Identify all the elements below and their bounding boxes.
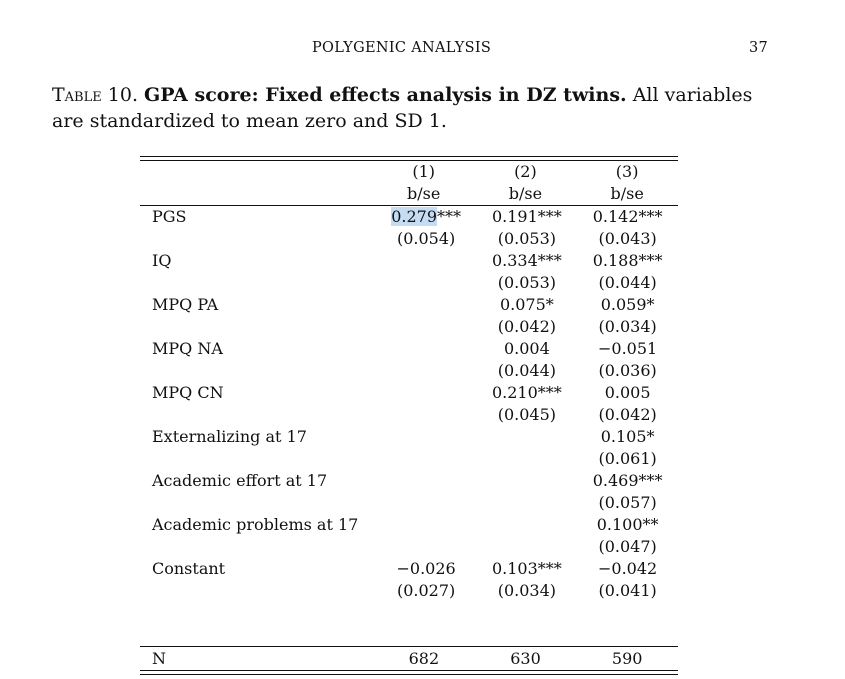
table-row	[140, 250, 678, 272]
coef-constant-col-1: −0.026	[396, 559, 456, 578]
se-mpq-cn-col-3: (0.042)	[598, 405, 657, 424]
n-col-1: 682	[408, 648, 440, 668]
coef-mpq-pa-col-1	[376, 294, 477, 316]
running-title: POLYGENIC ANALYSIS	[312, 40, 492, 56]
se-iq-col-2: (0.053)	[497, 273, 556, 292]
se-constant-col-2: (0.034)	[497, 581, 556, 600]
coef-externalizing-at-17-col-3: 0.105*	[600, 427, 655, 446]
se-mpq-cn-col-1	[376, 404, 477, 426]
se-externalizing-at-17-col-1	[376, 448, 477, 470]
se-pgs-col-3: (0.043)	[598, 229, 657, 248]
se-pgs-col-2: (0.053)	[497, 229, 556, 248]
col-3-number: (3)	[615, 162, 639, 181]
coef-mpq-na-col-1	[376, 338, 477, 360]
se-mpq-pa-col-3: (0.034)	[598, 317, 657, 336]
coef-mpq-na-col-2: 0.004	[503, 339, 550, 358]
se-mpq-cn-col-2: (0.045)	[497, 405, 556, 424]
coef-pgs-col-2: 0.191***	[491, 207, 562, 226]
spacer-row	[140, 602, 678, 624]
table-row	[140, 338, 678, 360]
bottom-rule-second	[140, 674, 678, 675]
col-2-stat: b/se	[508, 184, 543, 203]
coef-mpq-pa-col-3: 0.059*	[600, 295, 655, 314]
results-body	[140, 206, 678, 646]
table-row-se	[140, 272, 678, 294]
coef-externalizing-at-17-col-2	[476, 426, 577, 448]
coef-mpq-cn-col-2: 0.210***	[491, 383, 562, 402]
se-mpq-pa-col-2: (0.042)	[497, 317, 556, 336]
table-row	[140, 382, 678, 404]
table-row-se	[140, 536, 678, 558]
header-row-stats	[140, 183, 678, 205]
coef-pgs-col-3: 0.142***	[592, 207, 663, 226]
table-row-se	[140, 404, 678, 426]
row-label-iq: IQ	[152, 251, 172, 270]
se-row-empty	[140, 272, 376, 294]
spacer-row	[140, 624, 678, 646]
row-label-constant: Constant	[152, 559, 226, 578]
se-academic-problems-at-17-col-1	[376, 536, 477, 558]
coef-academic-effort-at-17-col-2	[476, 470, 577, 492]
col-3-stat: b/se	[610, 184, 644, 203]
header-empty	[140, 183, 373, 205]
table-row	[140, 206, 678, 228]
table-row-se	[140, 360, 678, 382]
table-row	[140, 294, 678, 316]
se-externalizing-at-17-col-3: (0.061)	[598, 449, 657, 468]
spacer-cell	[140, 624, 678, 646]
se-row-empty	[140, 404, 376, 426]
se-constant-col-3: (0.041)	[598, 581, 657, 600]
coef-iq-col-2: 0.334***	[491, 251, 562, 270]
coef-mpq-cn-col-1	[376, 382, 477, 404]
coef-academic-effort-at-17-col-3: 0.469***	[592, 471, 663, 490]
coef-academic-problems-at-17-col-1	[376, 514, 477, 536]
table-row	[140, 426, 678, 448]
se-row-empty	[140, 360, 376, 382]
se-row-empty	[140, 448, 376, 470]
table-row	[140, 514, 678, 536]
se-mpq-na-col-1	[376, 360, 477, 382]
table-row-se	[140, 580, 678, 602]
table-row-se	[140, 316, 678, 338]
col-2-number: (2)	[514, 162, 537, 181]
row-label-mpq-cn: MPQ CN	[152, 383, 224, 402]
row-label-pgs: PGS	[152, 207, 187, 226]
coef-mpq-pa-col-2: 0.075*	[499, 295, 554, 314]
se-row-empty	[140, 536, 376, 558]
row-label-academic-effort-at-17: Academic effort at 17	[152, 471, 328, 490]
se-constant-col-1: (0.027)	[396, 581, 456, 600]
coef-mpq-na-col-3: −0.051	[598, 339, 658, 358]
coef-academic-problems-at-17-col-3: 0.100**	[596, 515, 659, 534]
table-row-se	[140, 492, 678, 514]
col-1-number: (1)	[412, 162, 436, 181]
se-row-empty	[140, 228, 376, 250]
se-iq-col-3: (0.044)	[598, 273, 657, 292]
n-col-2: 630	[510, 648, 541, 668]
n-row	[140, 647, 678, 670]
se-pgs-col-1: (0.054)	[396, 229, 456, 248]
regression-table	[140, 156, 678, 675]
row-label-externalizing-at-17: Externalizing at 17	[152, 427, 307, 446]
se-academic-problems-at-17-col-3: (0.047)	[598, 537, 657, 556]
se-academic-problems-at-17-col-2	[476, 536, 577, 558]
se-academic-effort-at-17-col-3: (0.057)	[598, 493, 657, 512]
results-n	[140, 647, 678, 670]
se-row-empty	[140, 580, 376, 602]
coef-mpq-cn-col-3: 0.005	[604, 383, 651, 402]
row-label-mpq-na: MPQ NA	[152, 339, 223, 358]
se-mpq-na-col-3: (0.036)	[598, 361, 657, 380]
page-number: 37	[749, 40, 769, 56]
caption-label: Table 10.	[52, 84, 138, 106]
table-row	[140, 558, 678, 580]
header-empty	[140, 161, 373, 183]
se-row-empty	[140, 492, 376, 514]
coef-academic-effort-at-17-col-1	[376, 470, 477, 492]
se-academic-effort-at-17-col-1	[376, 492, 477, 514]
coef-constant-col-3: −0.042	[598, 559, 658, 578]
coef-pgs-col-1: 0.279***	[391, 207, 462, 226]
se-mpq-pa-col-1	[376, 316, 477, 338]
table-row-se	[140, 448, 678, 470]
se-externalizing-at-17-col-2	[476, 448, 577, 470]
spacer-cell	[140, 602, 678, 624]
highlighted-value[interactable]: 0.279	[391, 207, 438, 226]
se-mpq-na-col-2: (0.044)	[497, 361, 556, 380]
table-row	[140, 470, 678, 492]
caption-description: All variables are standardized to mean zero and SD 1.	[52, 84, 753, 132]
header-row-numbers	[140, 161, 678, 183]
se-row-empty	[140, 316, 376, 338]
n-col-3: 590	[611, 648, 643, 668]
col-1-stat: b/se	[407, 184, 441, 203]
caption-title: GPA score: Fixed effects analysis in DZ twins.	[144, 84, 627, 106]
table-row-se	[140, 228, 678, 250]
coef-externalizing-at-17-col-1	[376, 426, 477, 448]
coef-iq-col-1	[376, 250, 477, 272]
se-academic-effort-at-17-col-2	[476, 492, 577, 514]
table-caption	[52, 82, 782, 134]
results-table	[140, 161, 678, 205]
coef-constant-col-2: 0.103***	[491, 559, 562, 578]
coef-academic-problems-at-17-col-2	[476, 514, 577, 536]
coef-iq-col-3: 0.188***	[592, 251, 663, 270]
n-label: N	[152, 648, 166, 668]
row-label-mpq-pa: MPQ PA	[152, 295, 219, 314]
se-iq-col-1	[376, 272, 477, 294]
row-label-academic-problems-at-17: Academic problems at 17	[152, 515, 359, 534]
